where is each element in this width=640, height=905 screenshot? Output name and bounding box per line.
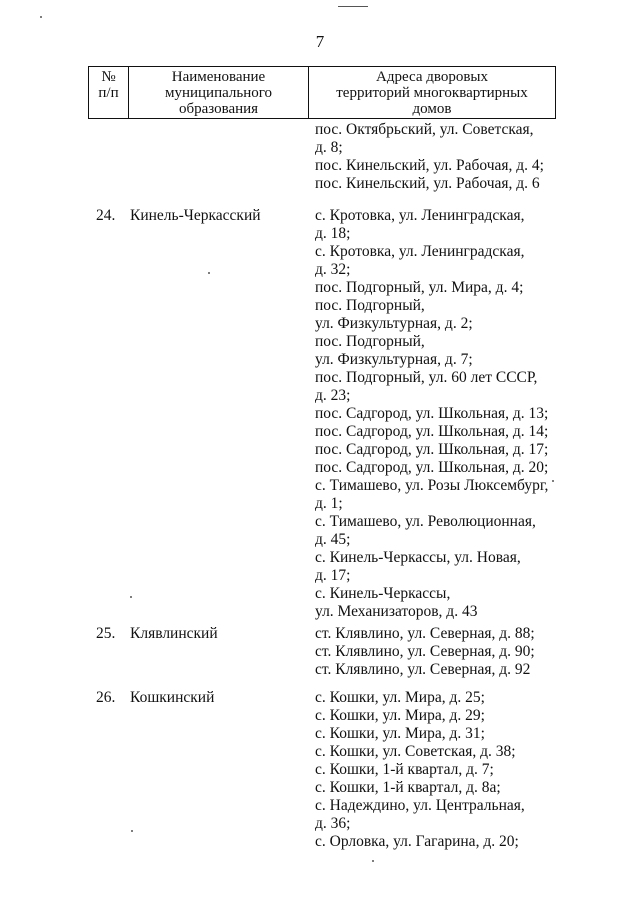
page-number: 7	[315, 32, 325, 51]
header-text: Наименование	[171, 69, 266, 85]
address-line: с. Тимашево, ул. Революционная,	[315, 513, 536, 530]
address-line: с. Кротовка, ул. Ленинградская,	[315, 243, 525, 260]
address-line: пос. Октябрьский, ул. Советская,	[315, 121, 534, 138]
address-line: с. Кинель-Черкассы, ул. Новая,	[315, 549, 521, 566]
row-number: 26.	[96, 689, 116, 706]
header-number-column	[89, 67, 129, 118]
address-line: д. 8;	[315, 139, 343, 156]
header-text: №	[101, 69, 116, 85]
scan-speck	[338, 6, 368, 7]
address-line: с. Кинель-Черкассы,	[315, 585, 451, 602]
header-text: п/п	[98, 85, 119, 101]
address-line: с. Кошки, ул. Советская, д. 38;	[315, 743, 516, 760]
address-line: пос. Садгород, ул. Школьная, д. 17;	[315, 441, 549, 458]
header-text: Адреса дворовых	[375, 69, 489, 85]
address-line: д. 36;	[315, 815, 351, 832]
header-addresses-column	[309, 67, 555, 118]
address-line: д. 23;	[315, 387, 351, 404]
address-line: с. Кошки, ул. Мира, д. 29;	[315, 707, 485, 724]
header-text: муниципального	[164, 85, 273, 101]
address-line: пос. Садгород, ул. Школьная, д. 13;	[315, 405, 549, 422]
address-line: д. 17;	[315, 567, 351, 584]
municipality-name: Кинель-Черкасский	[130, 207, 261, 224]
table-header	[88, 66, 556, 119]
scan-speck	[552, 480, 554, 482]
address-line: пос. Кинельский, ул. Рабочая, д. 6	[315, 175, 540, 192]
address-line: с. Кошки, 1-й квартал, д. 8а;	[315, 779, 501, 796]
scan-speck	[40, 16, 42, 18]
scan-speck	[130, 596, 132, 598]
address-line: с. Кротовка, ул. Ленинградская,	[315, 207, 525, 224]
address-line: с. Орловка, ул. Гагарина, д. 20;	[315, 833, 519, 850]
address-line: с. Кошки, 1-й квартал, д. 7;	[315, 761, 494, 778]
address-line: пос. Садгород, ул. Школьная, д. 20;	[315, 459, 549, 476]
address-line: пос. Подгорный, ул. 60 лет СССР,	[315, 369, 538, 386]
address-line: ул. Механизаторов, д. 43	[315, 603, 478, 620]
address-line: ст. Клявлино, ул. Северная, д. 90;	[315, 643, 535, 660]
municipality-name: Клявлинский	[130, 625, 218, 642]
header-text: территорий многоквартирных	[336, 85, 528, 101]
address-line: ул. Физкультурная, д. 7;	[315, 351, 473, 368]
address-line: с. Тимашево, ул. Розы Люксембург,	[315, 477, 549, 494]
address-line: ул. Физкультурная, д. 2;	[315, 315, 473, 332]
address-line: с. Кошки, ул. Мира, д. 25;	[315, 689, 485, 706]
address-line: ст. Клявлино, ул. Северная, д. 92	[315, 661, 531, 678]
address-line: д. 45;	[315, 531, 351, 548]
scan-speck	[208, 272, 210, 274]
address-line: д. 18;	[315, 225, 351, 242]
header-text: образования	[178, 101, 259, 117]
address-line: ст. Клявлино, ул. Северная, д. 88;	[315, 625, 535, 642]
row-number: 24.	[96, 207, 116, 224]
address-line: д. 32;	[315, 261, 351, 278]
scan-speck	[372, 860, 374, 862]
header-name-column	[129, 67, 309, 118]
address-line: с. Кошки, ул. Мира, д. 31;	[315, 725, 485, 742]
address-line: пос. Подгорный, ул. Мира, д. 4;	[315, 279, 524, 296]
address-line: пос. Подгорный,	[315, 333, 425, 350]
municipality-name: Кошкинский	[130, 689, 215, 706]
address-line: с. Надеждино, ул. Центральная,	[315, 797, 525, 814]
row-number: 25.	[96, 625, 116, 642]
address-line: пос. Кинельский, ул. Рабочая, д. 4;	[315, 157, 544, 174]
scan-speck	[131, 830, 133, 832]
address-line: пос. Садгород, ул. Школьная, д. 14;	[315, 423, 549, 440]
address-line: д. 1;	[315, 495, 343, 512]
address-line: пос. Подгорный,	[315, 297, 425, 314]
header-text: домов	[412, 101, 452, 117]
